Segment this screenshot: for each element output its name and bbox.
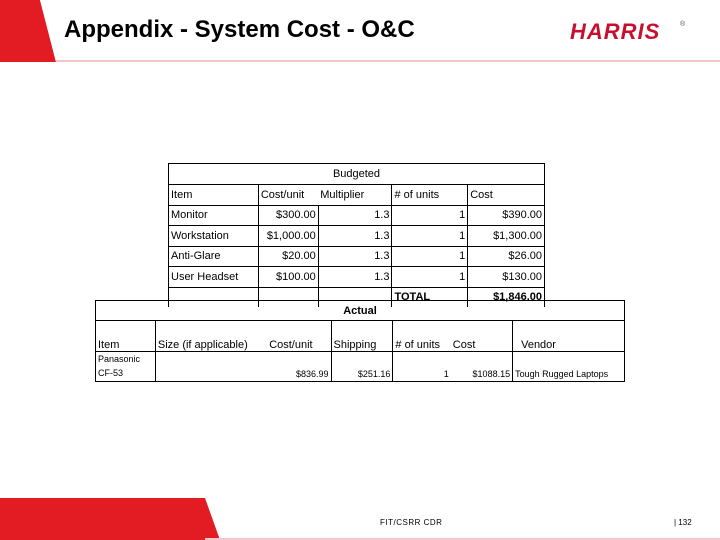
actual-caption: Actual [96, 301, 625, 321]
actual-header-size: Size (if applicable) [155, 321, 267, 352]
budget-multiplier: 1.3 [318, 226, 392, 247]
budget-units: 1 [392, 246, 468, 267]
budget-units: 1 [392, 267, 468, 288]
budget-multiplier: 1.3 [318, 246, 392, 267]
actual-header-units: # of units [393, 321, 451, 352]
budget-cost: $390.00 [468, 205, 545, 226]
footer-bar [0, 498, 720, 540]
budget-item: Anti-Glare [169, 246, 259, 267]
budget-multiplier: 1.3 [318, 267, 392, 288]
logo-registered-mark: ® [680, 21, 686, 28]
actual-header-cost: Cost [451, 321, 513, 352]
harris-logo: HARRIS [570, 19, 661, 44]
actual-header-shipping: Shipping [331, 321, 393, 352]
actual-item-line1: Panasonic [98, 354, 141, 364]
actual-vendor: Tough Rugged Laptops [513, 352, 625, 382]
budget-header-multiplier: Multiplier [318, 185, 392, 206]
budget-cost-unit: $100.00 [258, 267, 318, 288]
actual-item [96, 352, 156, 382]
budget-header-cost-unit: Cost/unit [258, 185, 318, 206]
actual-shipping: $251.16 [331, 352, 393, 382]
actual-cost: $1088.15 [451, 352, 513, 382]
budget-header-cost: Cost [468, 185, 545, 206]
slide-title: Appendix - System Cost - O&C [64, 16, 415, 43]
actual-header-vendor: Vendor [513, 321, 625, 352]
table-row [169, 226, 545, 247]
budget-cost-unit: $1,000.00 [258, 226, 318, 247]
budget-cost-unit: $20.00 [258, 246, 318, 267]
table-row [96, 352, 625, 382]
actual-cost-unit: $836.99 [267, 352, 331, 382]
footer-label: FIT/CSRR CDR [380, 518, 443, 527]
budget-total-label: TOTAL [392, 287, 468, 307]
budget-multiplier: 1.3 [318, 205, 392, 226]
budget-units: 1 [392, 226, 468, 247]
budget-header-units: # of units [392, 185, 468, 206]
budget-cost: $130.00 [468, 267, 545, 288]
budget-item: Workstation [169, 226, 259, 247]
budgeted-caption: Budgeted [169, 164, 545, 185]
actual-item-line2: CF-53 [98, 368, 124, 378]
budget-cost-unit: $300.00 [258, 205, 318, 226]
actual-units: 1 [393, 352, 451, 382]
budget-total-value: $1,846.00 [468, 287, 545, 307]
actual-size [155, 352, 267, 382]
actual-table [95, 300, 625, 382]
budget-header-item: Item [169, 185, 259, 206]
budget-cost: $26.00 [468, 246, 545, 267]
table-row [169, 205, 545, 226]
table-row [169, 267, 545, 288]
actual-header-cost-unit: Cost/unit [267, 321, 331, 352]
footer-red-wedge [0, 498, 220, 540]
budget-units: 1 [392, 205, 468, 226]
actual-header-item: Item [96, 321, 156, 352]
budgeted-table [168, 163, 545, 307]
budget-cost: $1,300.00 [468, 226, 545, 247]
table-row [169, 246, 545, 267]
page-number: | 132 [674, 518, 692, 527]
budget-item: Monitor [169, 205, 259, 226]
budget-item: User Headset [169, 267, 259, 288]
